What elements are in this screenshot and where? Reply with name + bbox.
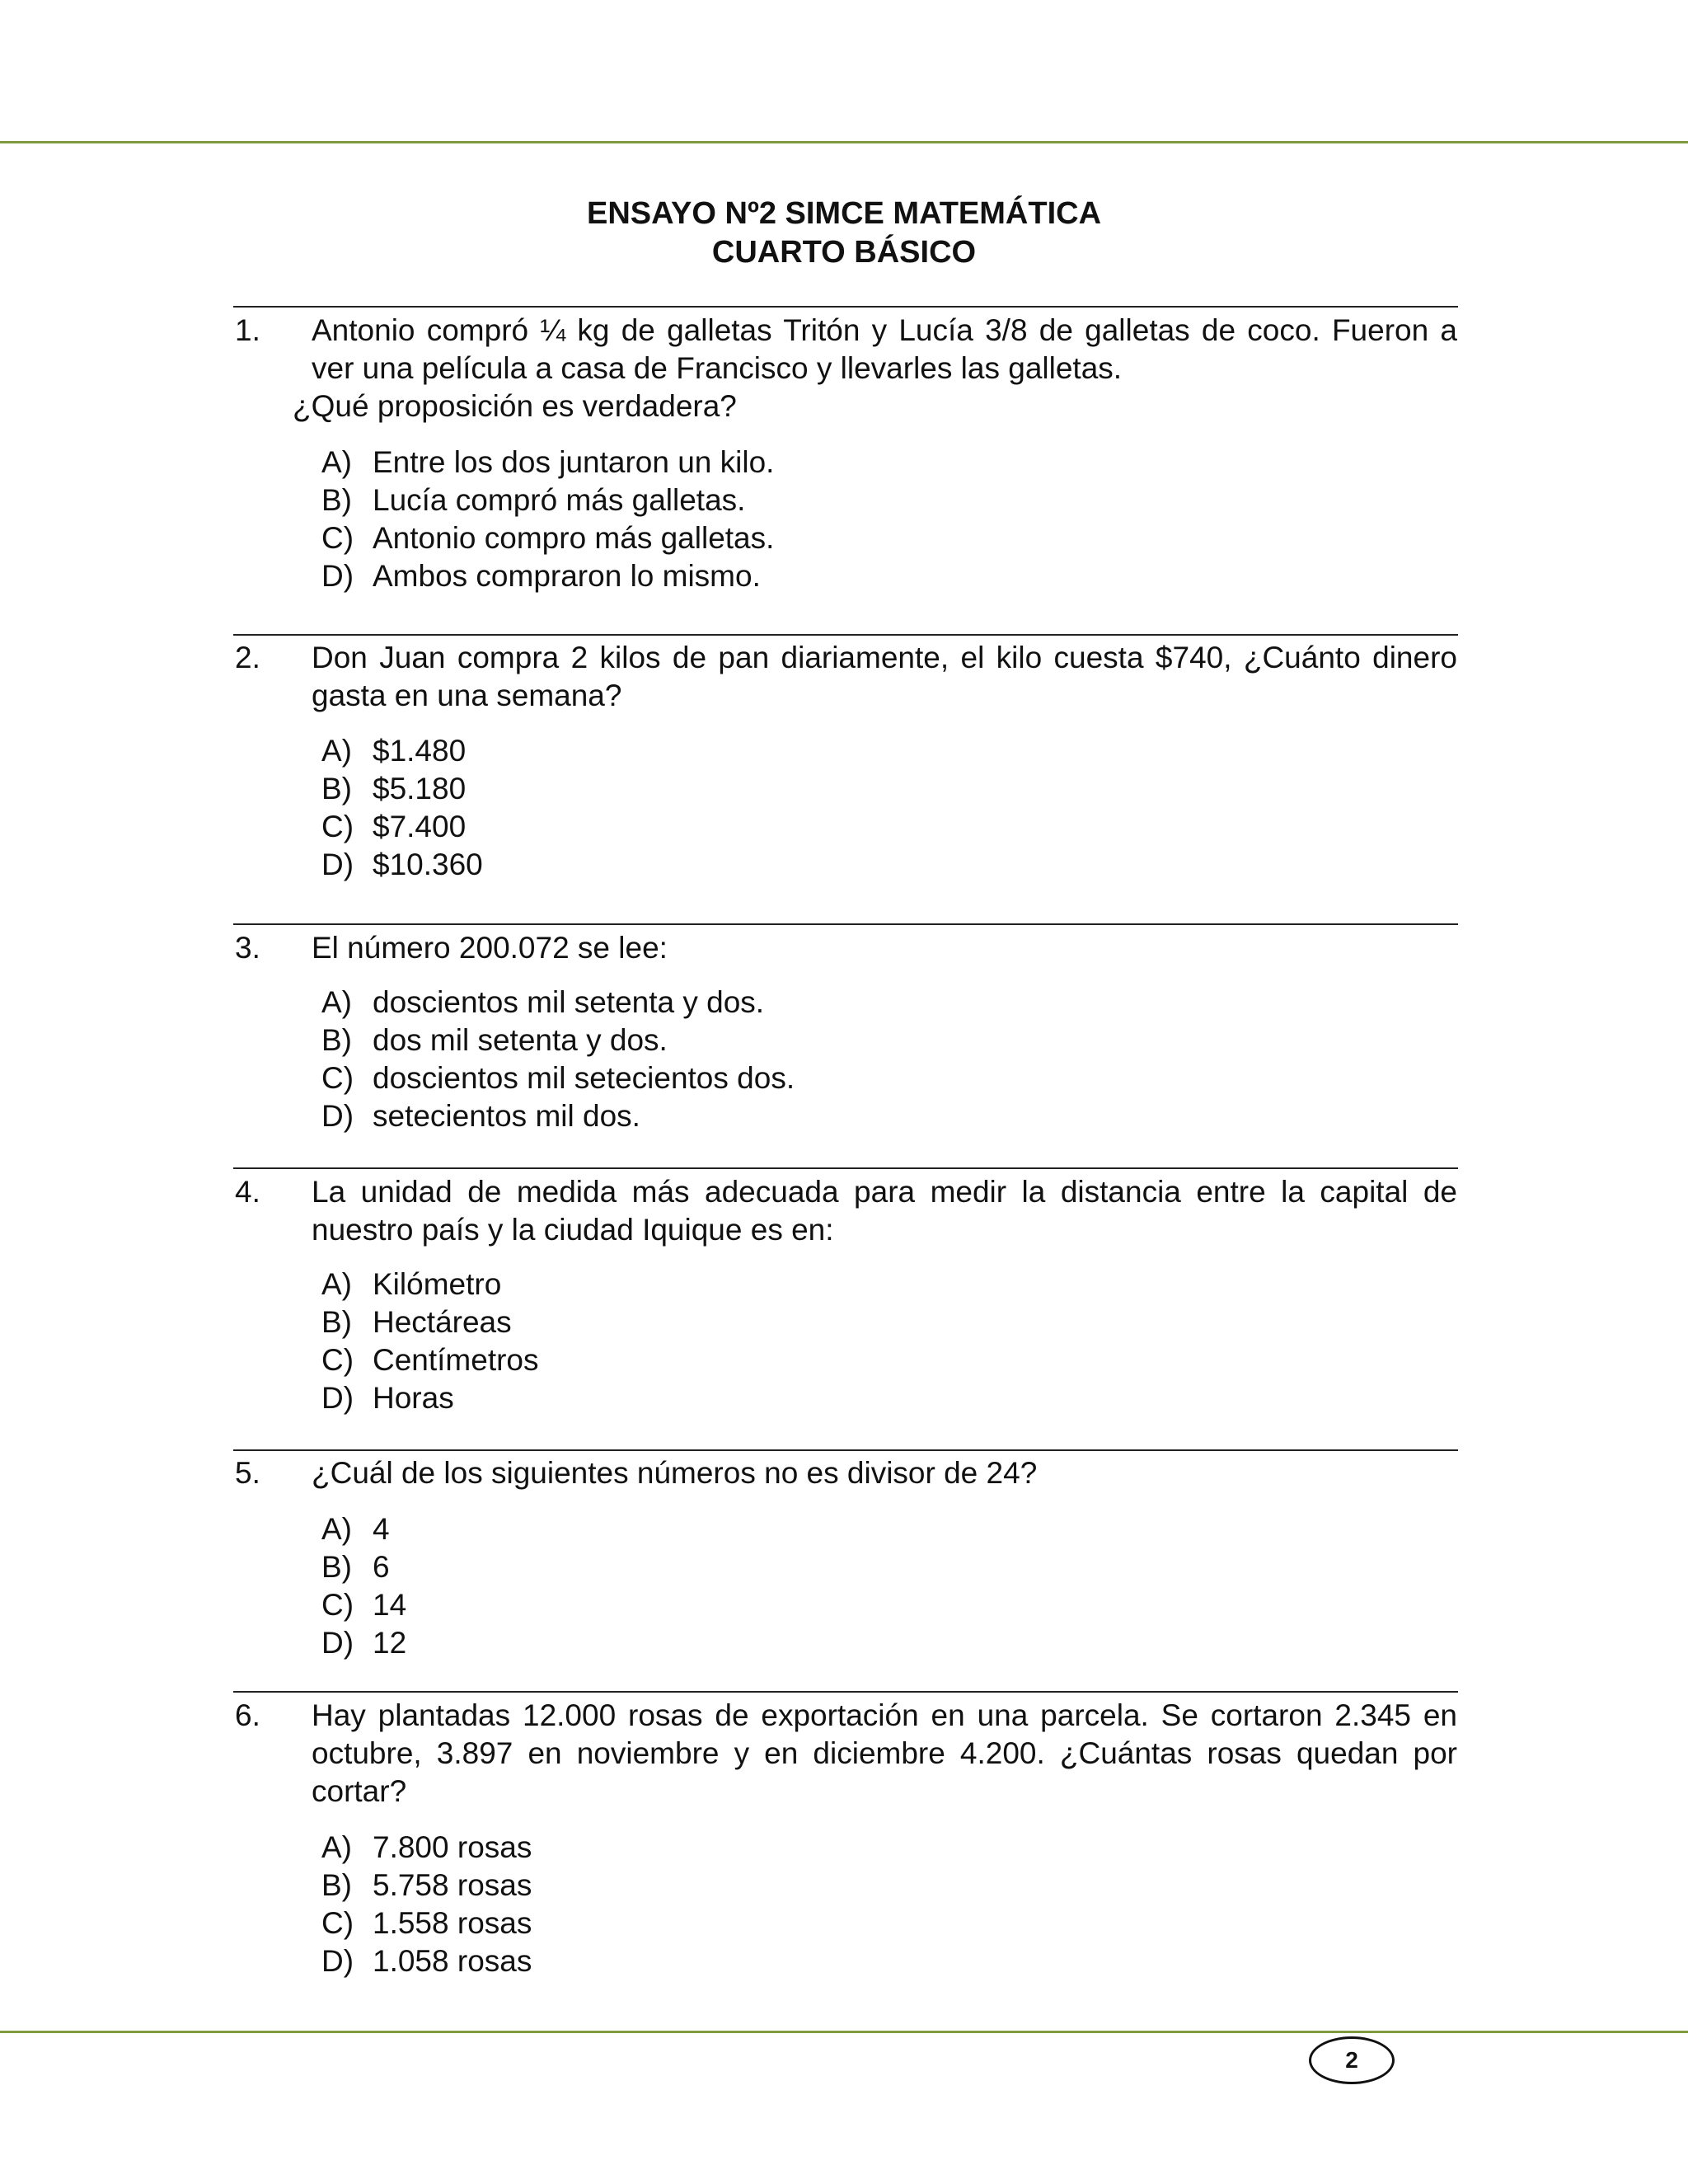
option-letter: C) (321, 1343, 354, 1377)
question-3-number: 3. (235, 931, 260, 965)
option-letter: A) (321, 1830, 352, 1864)
question-1-option-c[interactable] (321, 519, 774, 557)
option-letter: B) (321, 1305, 352, 1339)
option-text: $1.480 (373, 734, 467, 768)
option-letter: B) (321, 1868, 352, 1902)
option-text: dos mil setenta y dos. (373, 1023, 668, 1057)
option-letter: D) (321, 1381, 354, 1415)
question-2-option-a[interactable] (321, 732, 483, 770)
question-5-options (321, 1510, 406, 1662)
option-letter: C) (321, 1061, 354, 1095)
question-2-number: 2. (235, 641, 260, 674)
option-letter: D) (321, 848, 354, 881)
option-letter: C) (321, 1588, 354, 1622)
top-green-rule (0, 141, 1688, 143)
question-4-number: 4. (235, 1175, 260, 1209)
option-text: 7.800 rosas (373, 1830, 532, 1864)
page-number-badge: 2 (1309, 2036, 1395, 2084)
question-6-number: 6. (235, 1698, 260, 1732)
question-5-option-b[interactable] (321, 1548, 406, 1586)
option-letter: A) (321, 985, 352, 1019)
question-2-text: Don Juan compra 2 kilos de pan diariamente, el kilo cuesta $740, ¿Cuánto dinero gasta en una semana? (312, 641, 1457, 712)
question-4-option-d[interactable] (321, 1379, 539, 1417)
question-3-option-b[interactable] (321, 1022, 795, 1059)
option-letter: D) (321, 1626, 354, 1660)
option-text: $7.400 (373, 810, 467, 843)
option-text: Hectáreas (373, 1305, 512, 1339)
option-text: 14 (373, 1588, 407, 1622)
page-subtitle: CUARTO BÁSICO (711, 235, 977, 270)
question-1-number: 1. (235, 313, 260, 347)
option-text: 5.758 rosas (373, 1868, 532, 1902)
question-1-options (321, 444, 774, 595)
option-text: doscientos mil setecientos dos. (373, 1061, 795, 1095)
option-letter: D) (321, 1099, 354, 1133)
option-letter: D) (321, 559, 354, 593)
question-2-options (321, 732, 483, 884)
option-letter: C) (321, 521, 354, 555)
question-5-option-d[interactable] (321, 1624, 406, 1662)
question-1-option-d[interactable] (321, 557, 774, 595)
option-text: Lucía compró más galletas. (373, 483, 746, 517)
option-text: 4 (373, 1512, 390, 1546)
option-letter: C) (321, 810, 354, 843)
option-text: $5.180 (373, 772, 467, 805)
question-6-text: Hay plantadas 12.000 rosas de exportación en una parcela. Se cortaron 2.345 en octubre, 3.897 en noviembre y en diciembre 4.200. ¿Cuántas rosas quedan por cortar? (312, 1698, 1457, 1808)
option-text: Horas (373, 1381, 454, 1415)
option-letter: B) (321, 1023, 352, 1057)
question-1-option-b[interactable] (321, 481, 774, 519)
question-6-option-c[interactable] (321, 1905, 532, 1942)
option-text: Centímetros (373, 1343, 539, 1377)
option-text: Antonio compro más galletas. (373, 521, 775, 555)
option-letter: B) (321, 483, 352, 517)
option-text: 6 (373, 1550, 390, 1584)
option-letter: A) (321, 734, 352, 768)
option-text: Kilómetro (373, 1267, 502, 1301)
question-2-option-b[interactable] (321, 770, 483, 808)
question-5-text: ¿Cuál de los siguientes números no es divisor de 24? (312, 1456, 1038, 1490)
question-5-number: 5. (235, 1456, 260, 1490)
question-4-option-a[interactable] (321, 1266, 539, 1303)
question-4-options (321, 1266, 539, 1417)
option-text: 12 (373, 1626, 407, 1660)
option-letter: A) (321, 1512, 352, 1546)
option-letter: B) (321, 772, 352, 805)
question-6-divider (233, 1691, 1458, 1693)
question-2-divider (233, 634, 1458, 636)
question-6-option-d[interactable] (321, 1942, 532, 1980)
question-2-option-d[interactable] (321, 846, 483, 884)
question-1-divider (233, 306, 1458, 308)
option-text: Ambos compraron lo mismo. (373, 559, 761, 593)
question-4-text: La unidad de medida más adecuada para medir la distancia entre la capital de nuestro país y la ciudad Iquique es en: (312, 1175, 1457, 1247)
option-letter: A) (321, 445, 352, 479)
question-3-text: El número 200.072 se lee: (312, 931, 668, 965)
question-6-option-b[interactable] (321, 1867, 532, 1905)
option-text: $10.360 (373, 848, 483, 881)
option-text: doscientos mil setenta y dos. (373, 985, 765, 1019)
option-text: 1.058 rosas (373, 1944, 532, 1978)
question-5-option-c[interactable] (321, 1586, 406, 1624)
option-letter: C) (321, 1906, 354, 1940)
page-title: ENSAYO Nº2 SIMCE MATEMÁTICA (586, 196, 1102, 231)
question-3-option-a[interactable] (321, 984, 795, 1022)
question-1-prompt: ¿Qué proposición es verdadera? (293, 389, 737, 423)
question-5-divider (233, 1449, 1458, 1451)
question-3-option-d[interactable] (321, 1097, 795, 1135)
option-text: setecientos mil dos. (373, 1099, 640, 1133)
option-letter: B) (321, 1550, 352, 1584)
question-1-option-a[interactable] (321, 444, 774, 481)
option-text: 1.558 rosas (373, 1906, 532, 1940)
question-5-option-a[interactable] (321, 1510, 406, 1548)
question-2-option-c[interactable] (321, 808, 483, 846)
option-letter: A) (321, 1267, 352, 1301)
question-4-divider (233, 1167, 1458, 1169)
bottom-green-rule (0, 2031, 1688, 2033)
question-6-option-a[interactable] (321, 1829, 532, 1867)
question-1-text: Antonio compró ¼ kg de galletas Tritón y Lucía 3/8 de galletas de coco. Fueron a ver una película a casa de Francisco y llevarles las galletas. (312, 313, 1457, 385)
option-letter: D) (321, 1944, 354, 1978)
question-6-options (321, 1829, 532, 1980)
option-text: Entre los dos juntaron un kilo. (373, 445, 775, 479)
question-3-divider (233, 923, 1458, 925)
question-4-option-c[interactable] (321, 1341, 539, 1379)
question-3-option-c[interactable] (321, 1059, 795, 1097)
question-3-options (321, 984, 795, 1135)
question-4-option-b[interactable] (321, 1303, 539, 1341)
